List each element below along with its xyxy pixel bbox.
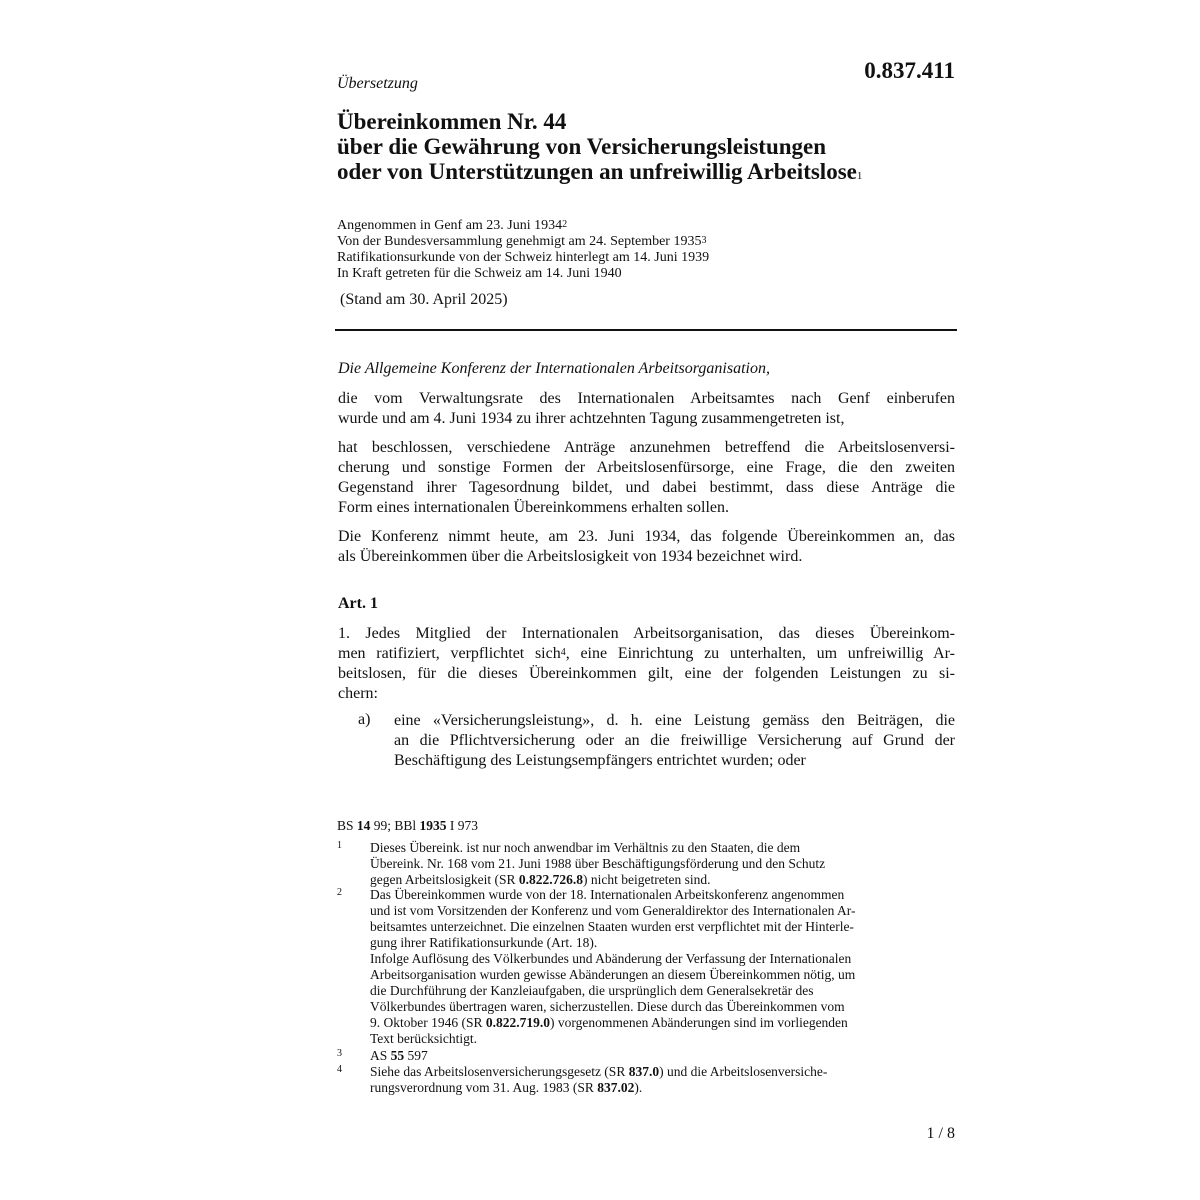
list-item-label-a: a) [358,711,371,728]
translation-label: Übersetzung [337,75,418,92]
footnote-ref-4[interactable]: 4 [560,647,566,658]
meta-adopted-text: Angenommen in Genf am 23. Juni 1934 [337,218,563,233]
text-line: als Übereinkommen über die Arbeitslosigkeit von 1934 bezeichnet wird. [338,548,803,565]
source-reference [337,818,478,834]
text-line: Gegenstand ihrer Tagesordnung bildet, und dabei bestimmt, dass diese Anträge die [338,479,955,496]
text-line: an die Pflichtversicherung oder an die freiwillige Versicherung auf Grund der [394,732,955,749]
preamble-paragraph-3 [338,527,955,567]
page-number: 1 / 8 [926,1125,955,1142]
text-line: Form eines internationalen Übereinkommens erhalten sollen. [338,499,729,516]
header-divider [335,329,957,331]
footnote-number: 3 [337,1048,342,1059]
text-segment: 9. Oktober 1946 (SR [370,1015,486,1030]
text-line: hat beschlossen, verschiedene Anträge anzunehmen betreffend die Arbeitslosenversi- [338,439,955,456]
meta-adopted [337,218,957,234]
preamble-paragraph-1 [338,389,955,429]
sr-number: 0.837.411 [864,58,955,83]
text-line: wurde und am 4. Juni 1934 zu ihrer achtzehnten Tagung zusammengetreten ist, [338,410,845,427]
footnote-ref-3[interactable]: 3 [701,235,707,246]
text-line: beitslosen, für die dieses Übereinkommen gilt, eine der folgenden Leistungen zu si- [338,665,955,682]
text-line: eine «Versicherungsleistung», d. h. eine Leistung gemäss den Beiträgen, die [394,712,955,729]
text-line [370,1048,955,1064]
title-line-1: Übereinkommen Nr. 44 [337,109,567,134]
text-segment: 14 [356,818,371,833]
sr-link[interactable]: 837.0 [628,1064,660,1079]
text-line: Infolge Auflösung des Völkerbundes und Abänderung der Verfassung der Internationalen [370,951,852,966]
preamble-paragraph-2 [338,438,955,518]
text-segment: ) und die Arbeitslosenversiche- [659,1064,828,1079]
title-line-3 [337,159,977,184]
text-line: die vom Verwaltungsrate des Internationalen Arbeitsamtes nach Genf einberufen [338,390,955,407]
text-segment: ) vorgenommenen Abänderungen sind im vorliegenden [550,1015,848,1030]
sr-link[interactable]: 0.822.726.8 [518,872,583,887]
meta-ratification: Ratifikationsurkunde von der Schweiz hinterlegt am 14. Juni 1939 [337,250,710,265]
meta-approved-text: Von der Bundesversammlung genehmigt am 24. September 1935 [337,234,702,249]
status-date: (Stand am 30. April 2025) [340,291,508,308]
list-item-a [394,711,955,771]
text-line: Arbeitsorganisation wurden gewisse Abänderungen an diesem Übereinkommen nötig, um [370,967,856,982]
text-line [338,644,955,664]
footnote-body [370,887,955,1047]
text-segment: rungsverordnung vom 31. Aug. 1983 (SR [370,1080,598,1095]
article-1-paragraph-1 [338,624,955,704]
text-segment: ) nicht beigetreten sind. [583,872,711,887]
footnote-number: 4 [337,1064,342,1075]
text-line [370,1080,955,1096]
text-segment: 1935 [419,818,447,833]
text-segment: 99; BBl [370,818,420,833]
text-line [370,1015,955,1031]
footnote-body [370,1048,955,1064]
text-line: Die Konferenz nimmt heute, am 23. Juni 1934, das folgende Übereinkommen an, das [338,528,955,545]
document-title [337,109,977,184]
text-segment: Siehe das Arbeitslosenversicherungsgesetz (SR [370,1064,629,1079]
meta-in-force: In Kraft getreten für die Schweiz am 14. Juni 1940 [337,266,622,281]
footnote-number: 2 [337,887,342,898]
text-segment: men ratifiziert, verpflichtet sich [338,645,561,662]
text-line [370,1064,955,1080]
text-line: Dieses Übereink. ist nur noch anwendbar im Verhältnis zu den Staaten, die dem [370,840,801,855]
preamble-heading: Die Allgemeine Konferenz der Internationalen Arbeitsorganisation, [338,360,770,377]
footnote-body [370,1064,955,1096]
text-segment: 55 [390,1048,405,1063]
footnote-number: 1 [337,840,342,851]
text-line: Völkerbundes übertragen waren, sicherzustellen. Diese durch das Übereinkommen vom [370,999,845,1014]
text-line: die Durchführung der Kanzleiaufgaben, die ursprünglich dem Generalsekretär des [370,983,814,998]
text-segment: BS [337,818,357,833]
text-segment: AS [370,1048,391,1063]
text-segment: ). [634,1080,643,1095]
adoption-metadata [337,218,957,282]
text-segment: gegen Arbeitslosigkeit (SR [370,872,519,887]
sr-link[interactable]: 0.822.719.0 [485,1015,550,1030]
sr-link[interactable]: 837.02 [597,1080,635,1095]
text-line: chern: [338,685,378,702]
title-line-3-text: oder von Unterstützungen an unfreiwillig Arbeitslose [337,159,857,184]
meta-approved [337,234,957,250]
text-line: Text berücksichtigt. [370,1031,478,1046]
footnote-ref-2[interactable]: 2 [562,219,568,230]
text-segment: 597 [404,1048,428,1063]
article-1-heading: Art. 1 [338,595,378,612]
text-line: 1. Jedes Mitglied der Internationalen Arbeitsorganisation, das dieses Übereinkom- [338,625,955,642]
text-line: cherung und sonstige Formen der Arbeitslosenfürsorge, eine Frage, die den zweiten [338,459,955,476]
text-line: und ist vom Vorsitzenden der Konferenz und vom Generaldirektor des Internationalen Ar- [370,903,856,918]
text-segment: I 973 [446,818,479,833]
text-line: Das Übereinkommen wurde von der 18. Internationalen Arbeitskonferenz angenommen [370,887,845,902]
text-line [370,872,955,888]
text-segment: , eine Einrichtung zu unterhalten, um unfreiwillig Ar- [565,645,956,662]
text-line: gung ihrer Ratifikationsurkunde (Art. 18). [370,935,598,950]
text-line: beitsamtes unterzeichnet. Die einzelnen Staaten wurden erst verpflichtet mit der Hinterle- [370,919,854,934]
title-line-2: über die Gewährung von Versicherungsleistungen [337,134,827,159]
footnote-ref-1[interactable]: 1 [856,170,863,182]
text-line: Beschäftigung des Leistungsempfängers entrichtet wurden; oder [394,752,806,769]
footnote-body [370,840,955,888]
text-line: Übereink. Nr. 168 vom 21. Juni 1988 über Beschäftigungsförderung und den Schutz [370,856,826,871]
